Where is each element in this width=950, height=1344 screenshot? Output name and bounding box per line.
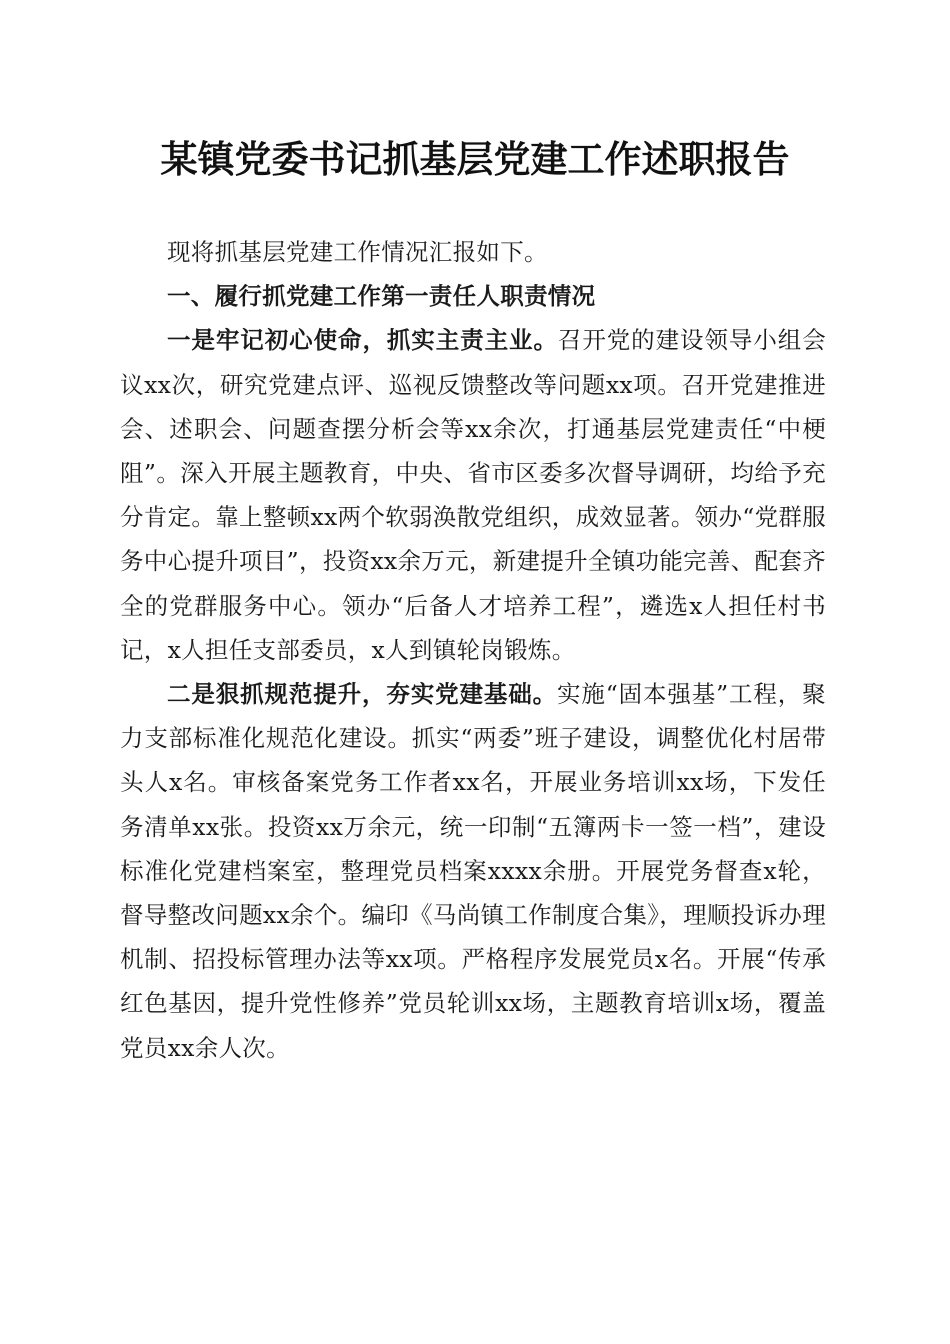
paragraph-1-lead: 一是牢记初心使命，抓实主责主业。 xyxy=(167,326,558,355)
intro-paragraph: 现将抓基层党建工作情况汇报如下。 xyxy=(167,238,548,266)
paragraph-2-lead: 二是狠抓规范提升，夯实党建基础。 xyxy=(167,680,558,709)
document-body xyxy=(120,230,826,1070)
paragraph-2-text: 实施“固本强基”工程，聚力支部标准化规范化建设。抓实“两委”班子建设，调整优化村居带头人x名。审核备案党务工作者xx名，开展业务培训xx场，下发任务清单xx张。投资xx万余元，统一印制“五簿两卡一签一档”，建设标准化党建档案室，整理党员档案xxxx余册。开展党务督查x轮，督导整改问题xx余个。编印《马尚镇工作制度合集》，理顺投诉办理机制、招投标管理办法等xx项。严格程序发展党员x名。开展“传承红色基因，提升党性修养”党员轮训xx场，主题教育培训x场，覆盖党员xx余人次。 xyxy=(120,680,826,1062)
document-title: 某镇党委书记抓基层党建工作述职报告 xyxy=(160,137,790,181)
paragraph-2 xyxy=(120,672,826,1070)
section-heading-1: 一、履行抓党建工作第一责任人职责情况 xyxy=(167,282,596,311)
paragraph-1-text: 召开党的建设领导小组会议xx次，研究党建点评、巡视反馈整改等问题xx项。召开党建推进会、述职会、问题查摆分析会等xx余次，打通基层党建责任“中梗阻”。深入开展主题教育，中央、省市区委多次督导调研，均给予充分肯定。靠上整顿xx两个软弱涣散党组织，成效显著。领办“党群服务中心提升项目”，投资xx余万元，新建提升全镇功能完善、配套齐全的党群服务中心。领办“后备人才培养工程”，遴选x人担任村书记，x人担任支部委员，x人到镇轮岗锻炼。 xyxy=(120,326,826,664)
paragraph-1 xyxy=(120,318,826,672)
